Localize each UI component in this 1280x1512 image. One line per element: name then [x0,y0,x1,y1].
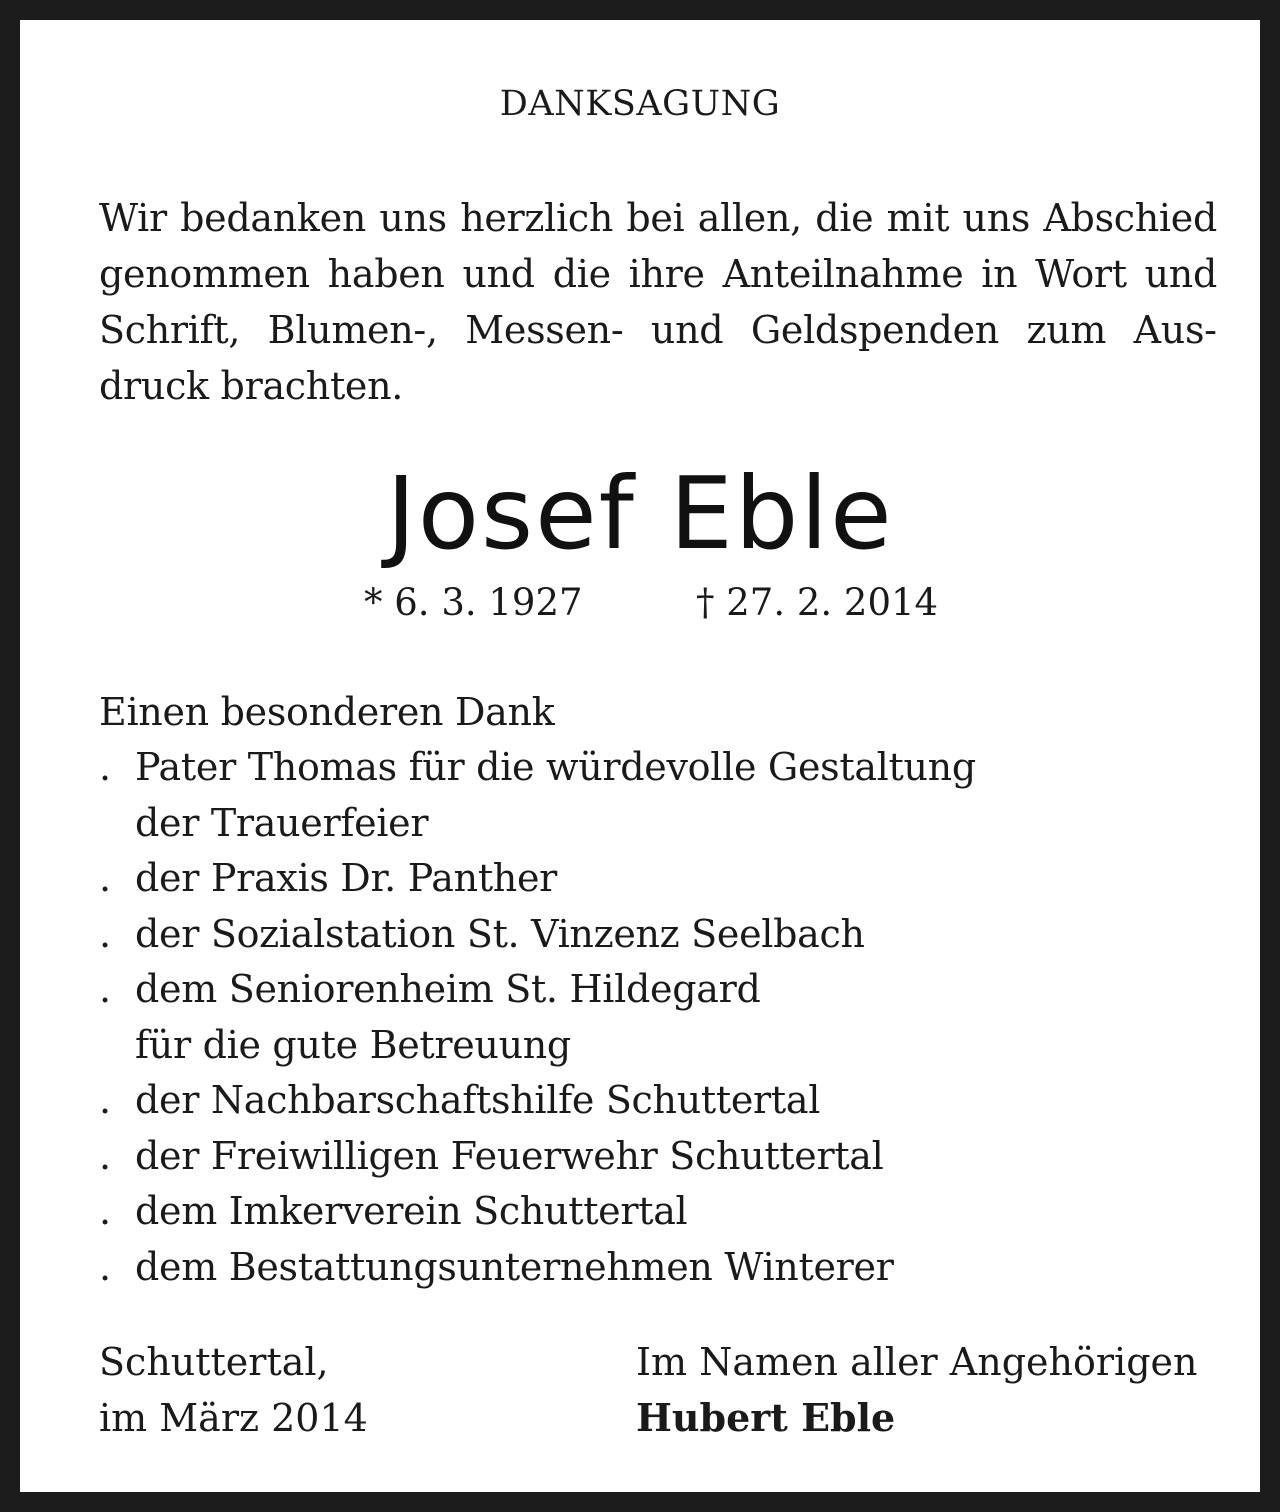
thanks-item [99,740,976,851]
list-bullet: . [99,911,111,956]
thanks-item-line: der Sozialstation St. Vinzenz Seelbach [135,911,865,956]
list-bullet: . [99,856,111,900]
list-bullet: . [99,1133,111,1178]
thanks-item [99,907,976,963]
thanks-item-line: für die gute Betreuung [135,1022,571,1067]
thanks-list [99,740,976,1295]
thanks-item [99,1240,976,1296]
thanks-item-line: der Freiwilligen Feuerwehr Schuttertal [135,1133,884,1178]
thanks-item-line: der Trauerfeier [135,800,429,845]
thanks-item [99,1129,976,1185]
thanks-item-line: Pater Thomas für die würdevolle Gestaltung [135,745,976,789]
birth-date: * 6. 3. 1927 [364,581,583,624]
thanks-item [99,851,976,907]
thanks-item [99,962,976,1073]
list-bullet: . [99,967,111,1011]
list-bullet: . [99,1244,111,1289]
signature-block [636,1334,1197,1446]
thanks-item-line: dem Seniorenheim St. Hildegard [135,967,761,1011]
place-date-block [99,1334,368,1446]
thanks-item-line: der Praxis Dr. Panther [135,856,558,900]
thanks-item-line: dem Bestattungsunternehmen Winterer [135,1244,894,1289]
notice-headline: DANKSAGUNG [499,84,781,124]
thanks-item [99,1073,976,1129]
thanks-heading: Einen besonderen Dank [99,690,555,734]
death-date: † 27. 2. 2014 [696,581,939,624]
intro-paragraph: Wir bedanken uns herzlich bei allen, die mit uns Abschied genommen haben und die ihre Anteilnahme in Wort und Schrift, Blumen-, Messen- und Geldspenden zum Ausdruck brachten. [99,196,1217,408]
list-bullet: . [99,745,111,789]
thanks-item [99,1184,976,1240]
thanks-item-line: dem Imkerverein Schuttertal [135,1189,688,1233]
thanks-item-line: der Nachbarschaftshilfe Schuttertal [135,1078,821,1122]
date: im März 2014 [99,1396,368,1440]
signer-name: Hubert Eble [636,1395,896,1440]
list-bullet: . [99,1078,111,1122]
on-behalf-text: Im Namen aller Angehörigen [636,1340,1198,1384]
list-bullet: . [99,1189,111,1233]
deceased-name: Josef Eble [386,455,894,572]
place: Schuttertal, [99,1340,329,1384]
